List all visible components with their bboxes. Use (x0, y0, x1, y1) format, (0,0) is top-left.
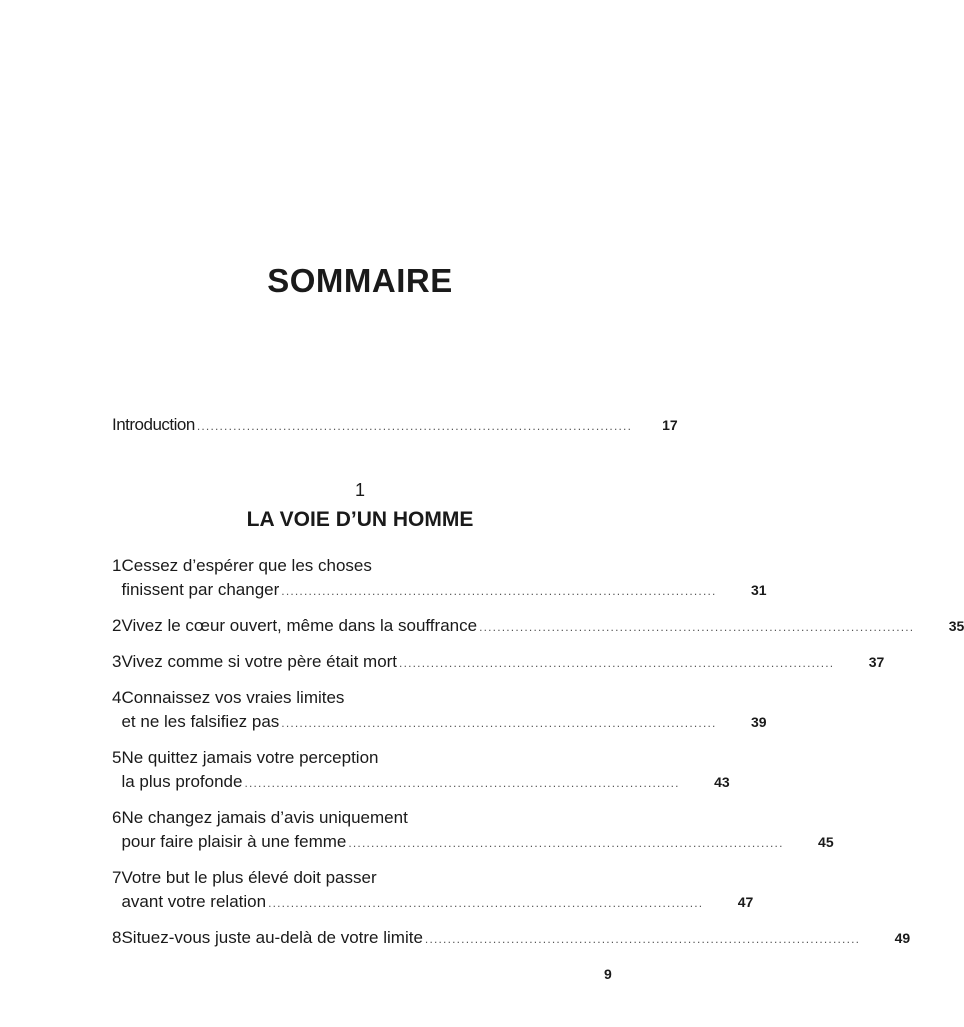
chapter-title-line: Connaissez vos vraies limites (121, 688, 345, 707)
chapter-number: 1 (112, 556, 122, 575)
chapter-title-line: Ne quittez jamais votre perception (121, 748, 379, 767)
introduction-label: Introduction (112, 415, 195, 434)
dot-leader: ................................................................................................ (399, 656, 835, 670)
chapter-title-line: la plus profonde (121, 772, 243, 791)
chapter-page: 49 (894, 930, 911, 946)
chapter-title-line: Cessez d’espérer que les choses (121, 556, 372, 575)
chapter-page: 31 (750, 582, 767, 598)
chapter-number: 8 (112, 928, 122, 947)
chapter-number: 3 (112, 652, 122, 671)
chapter-page: 47 (737, 894, 754, 910)
chapter-page: 39 (750, 714, 767, 730)
introduction-page: 17 (662, 417, 678, 433)
chapter-number: 7 (112, 868, 122, 887)
chapter-number: 2 (112, 616, 122, 635)
chapter-title-line: et ne les falsifiez pas (121, 712, 280, 731)
chapter-number: 6 (112, 808, 122, 827)
dot-leader: ................................................................................................ (424, 932, 861, 946)
dot-leader: ................................................................................................ (281, 716, 717, 730)
page-title: SOMMAIRE (267, 262, 453, 299)
dot-leader: ................................................................................................ (348, 836, 784, 850)
toc-list (112, 554, 964, 962)
toc-entry[interactable] (112, 554, 767, 603)
toc-entry[interactable] (112, 650, 885, 675)
chapter-number: 4 (112, 688, 122, 707)
toc-entry[interactable] (112, 806, 834, 855)
chapter-number: 5 (112, 748, 122, 767)
chapter-title-line: pour faire plaisir à une femme (121, 832, 347, 851)
dot-leader: ................................................................................................ (281, 584, 717, 598)
toc-entry-introduction[interactable] (112, 415, 678, 435)
toc-entry[interactable] (112, 866, 754, 915)
toc-entry[interactable] (112, 746, 730, 795)
toc-entry[interactable] (112, 686, 767, 735)
chapter-page: 35 (948, 618, 964, 634)
chapter-title-line: Votre but le plus élevé doit passer (121, 868, 377, 887)
chapter-title-line: Vivez comme si votre père était mort (121, 652, 398, 671)
dot-leader: ................................................................................................ (244, 776, 680, 790)
toc-entry[interactable] (112, 614, 964, 639)
chapter-title-line: finissent par changer (121, 580, 280, 599)
chapter-page: 43 (714, 774, 730, 790)
toc-entry[interactable] (112, 926, 911, 951)
dot-leader: ................................................................................................ (479, 620, 915, 634)
part-number: 1 (354, 480, 365, 500)
page-folio: 9 (604, 966, 612, 982)
part-title: LA VOIE D’UN HOMME (246, 508, 474, 531)
chapter-page: 37 (868, 654, 885, 670)
chapter-page: 45 (818, 834, 834, 850)
chapter-title-line: avant votre relation (121, 892, 267, 911)
chapter-title-line: Situez-vous juste au-delà de votre limite (121, 928, 423, 947)
dot-leader: ................................................................................................ (268, 896, 704, 910)
chapter-title-line: Vivez le cœur ouvert, même dans la souffrance (121, 616, 478, 635)
chapter-title-line: Ne changez jamais d’avis uniquement (121, 808, 408, 827)
dot-leader: ................................................................................................ (196, 419, 633, 433)
